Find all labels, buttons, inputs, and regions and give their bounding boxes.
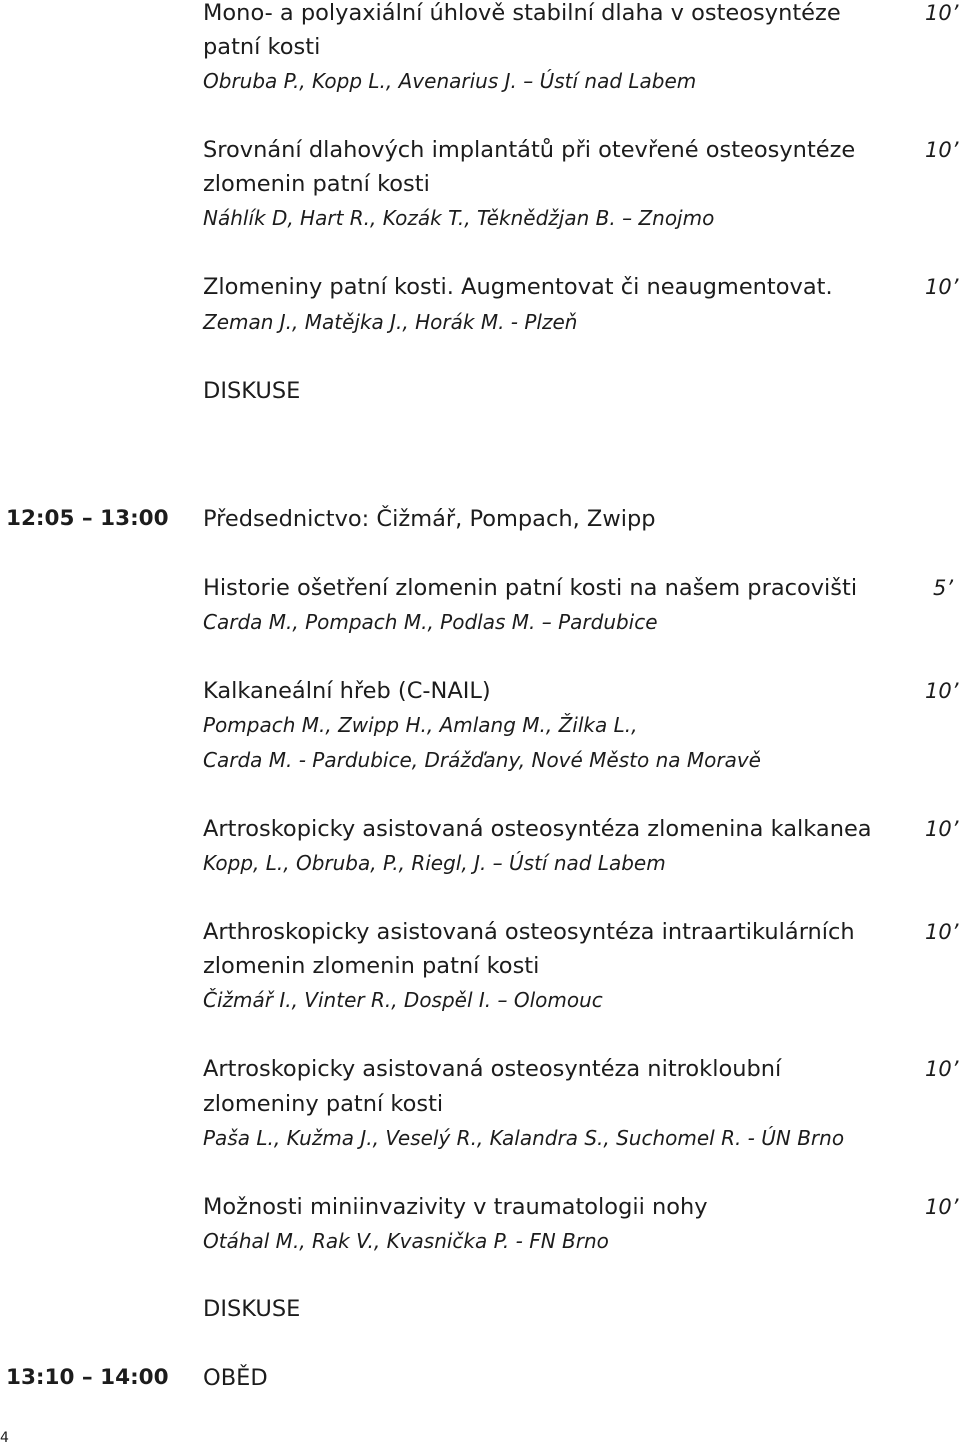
talk-duration: 5’	[933, 576, 954, 600]
talk-authors: Paša L., Kužma J., Veselý R., Kalandra S., Suchomel R. - ÚN Brno	[203, 1126, 845, 1150]
talk-authors: Obruba P., Kopp L., Avenarius J. – Ústí nad Labem	[203, 69, 697, 93]
talk-duration: 10’	[925, 275, 959, 299]
talk-duration: 10’	[925, 138, 959, 162]
discussion-label: DISKUSE	[203, 1296, 301, 1322]
talk-title: Srovnání dlahových implantátů při otevřené osteosyntéze	[203, 137, 856, 163]
talk-title: Artroskopicky asistovaná osteosyntéza nitrokloubní	[203, 1056, 782, 1082]
session-time: 12:05 – 13:00	[6, 506, 169, 531]
talk-title: Zlomeniny patní kosti. Augmentovat či neaugmentovat.	[203, 274, 833, 300]
talk-authors: Kopp, L., Obruba, P., Riegl, J. – Ústí nad Labem	[203, 851, 666, 875]
talk-duration: 10’	[925, 1057, 959, 1081]
session-chair: Předsednictvo: Čižmář, Pompach, Zwipp	[203, 506, 656, 532]
talk-authors: Čižmář I., Vinter R., Dospěl I. – Olomouc	[203, 988, 603, 1012]
talk-authors: Pompach M., Zwipp H., Amlang M., Žilka L.,	[203, 713, 638, 737]
talk-duration: 10’	[925, 817, 959, 841]
talk-authors: Náhlík D, Hart R., Kozák T., Těknědžjan B. – Znojmo	[203, 206, 715, 230]
discussion-label: DISKUSE	[203, 378, 301, 404]
lunch-label: OBĚD	[203, 1365, 268, 1391]
talk-authors: Carda M., Pompach M., Podlas M. – Pardubice	[203, 610, 658, 634]
talk-title: Historie ošetření zlomenin patní kosti na našem pracovišti	[203, 575, 858, 601]
talk-title: zlomeniny patní kosti	[203, 1091, 444, 1117]
talk-duration: 10’	[925, 1195, 959, 1219]
talk-authors: Otáhal M., Rak V., Kvasnička P. - FN Brno	[203, 1229, 609, 1253]
talk-title: patní kosti	[203, 34, 321, 60]
talk-title: zlomenin zlomenin patní kosti	[203, 953, 540, 979]
page-number: 4	[0, 1430, 9, 1446]
talk-title: Artroskopicky asistovaná osteosyntéza zlomenina kalkanea	[203, 816, 872, 842]
talk-duration: 10’	[925, 1, 959, 25]
lunch-time: 13:10 – 14:00	[6, 1365, 169, 1390]
talk-duration: 10’	[925, 679, 959, 703]
talk-authors: Zeman J., Matějka J., Horák M. - Plzeň	[203, 310, 578, 334]
talk-title: Možnosti miniinvazivity v traumatologii nohy	[203, 1194, 708, 1220]
talk-title: Mono- a polyaxiální úhlově stabilní dlaha v osteosyntéze	[203, 0, 841, 26]
talk-title: zlomenin patní kosti	[203, 171, 430, 197]
talk-title: Arthroskopicky asistovaná osteosyntéza intraartikulárních	[203, 919, 855, 945]
talk-authors: Carda M. - Pardubice, Drážďany, Nové Město na Moravě	[203, 748, 761, 772]
talk-title: Kalkaneální hřeb (C-NAIL)	[203, 678, 491, 704]
talk-duration: 10’	[925, 920, 959, 944]
